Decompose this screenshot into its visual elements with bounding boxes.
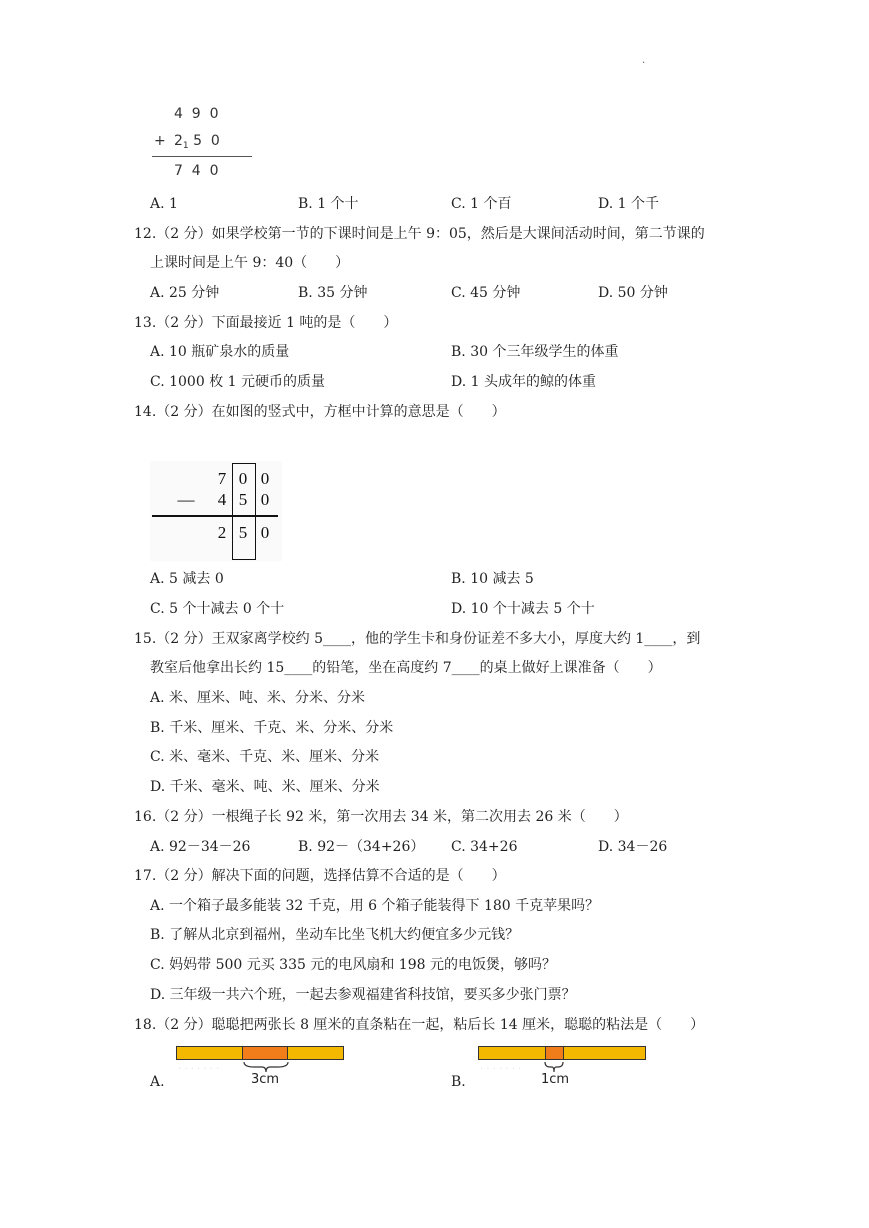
q15-stem-line-1: 15.（2 分）王双家离学校约 5____，他的学生卡和身份证差不多大小，厚度大约 1____，到 [134,631,701,647]
strip-figure-b [478,1046,646,1062]
q14-option-c[interactable]: C. 5 个十减去 0 个十 [150,601,285,617]
q18-option-a[interactable]: A. [150,1074,165,1090]
q17-option-c[interactable]: C. 妈妈带 500 元买 335 元的电风扇和 198 元的电饭煲，够吗？ [150,957,556,973]
q13-option-a[interactable]: A. 10 瓶矿泉水的质量 [150,344,290,360]
strip-figure-a [176,1046,344,1062]
q14-stem: 14.（2 分）在如图的竖式中，方框中计算的意思是（ ） [134,404,506,420]
q12-option-a[interactable]: A. 25 分钟 [150,285,220,301]
q13-option-c[interactable]: C. 1000 枚 1 元硬币的质量 [150,374,325,390]
caption-b: 1cm [541,1072,570,1087]
corner-mark: . [642,55,646,66]
q14-option-d[interactable]: D. 10 个十减去 5 个十 [451,601,595,617]
caption-a: 3cm [251,1072,280,1087]
watermark-a: · · · · · · · [178,1064,220,1075]
strip-b-overlap [545,1046,564,1060]
q16-option-c[interactable]: C. 34+26 [451,839,518,855]
q17-stem: 17.（2 分）解决下面的问题，选择估算不合适的是（ ） [134,868,506,884]
subtraction-figure [150,461,282,561]
q15-stem-line-2: 教室后他拿出长约 15____的铅笔，坐在高度约 7____的桌上做好上课准备（ ） [150,660,662,676]
minuend-ones: 0 [260,469,270,488]
q11-option-a[interactable]: A. 1 [150,196,178,212]
addend-2-hundreds: 2 [174,133,183,149]
addend-1: 4 9 0 [174,106,219,122]
q12-option-b[interactable]: B. 35 分钟 [298,285,368,301]
q17-option-a[interactable]: A. 一个箱子最多能装 32 千克，用 6 个箱子能装得下 180 千克苹果吗？ [150,898,600,914]
q11-option-c[interactable]: C. 1 个百 [451,196,512,212]
subtrahend-hundreds: 4 [217,490,227,509]
q15-option-c[interactable]: C. 米、毫米、千克、米、厘米、分米 [150,749,380,765]
q18-option-b[interactable]: B. [451,1074,466,1090]
carry-mark: 1 [182,141,189,151]
difference-hundreds: 2 [217,523,227,542]
addend-2 [174,133,220,149]
difference-rule [152,515,278,517]
strip-a-overlap [242,1046,288,1060]
q15-option-a[interactable]: A. 米、厘米、吨、米、分米、分米 [150,690,366,706]
subtrahend-ones: 0 [260,490,270,509]
q17-option-d[interactable]: D. 三年级一共六个班，一起去参观福建省科技馆，要买多少张门票？ [150,987,576,1003]
sum-result: 7 4 0 [174,163,219,179]
difference-ones: 0 [260,523,270,542]
q18-stem: 18.（2 分）聪聪把两张长 8 厘米的直条粘在一起，粘后长 14 厘米，聪聪的粘法是（ ） [134,1017,705,1033]
plus-sign: + [154,133,166,149]
watermark-b: · · · · · · · [480,1064,522,1075]
q16-stem: 16.（2 分）一根绳子长 92 米，第一次用去 34 米，第二次用去 26 米（ ） [134,809,628,825]
minuend-hundreds: 7 [217,469,227,488]
q13-option-b[interactable]: B. 30 个三年级学生的体重 [451,344,619,360]
q16-option-b[interactable]: B. 92－（34+26） [298,839,425,855]
q16-option-a[interactable]: A. 92－34－26 [150,839,251,855]
addend-2-rest: 5 0 [193,133,220,149]
q12-stem-line-1: 12.（2 分）如果学校第一节的下课时间是上午 9：05，然后是大课间活动时间，第二节课的 [134,226,705,242]
highlight-box [232,463,256,560]
q12-option-c[interactable]: C. 45 分钟 [451,285,521,301]
sum-rule [152,156,252,157]
q12-stem-line-2: 上课时间是上午 9：40（ ） [150,255,350,271]
minus-sign: — [177,490,195,509]
q15-option-b[interactable]: B. 千米、厘米、千克、米、分米、分米 [150,720,394,736]
q13-stem: 13.（2 分）下面最接近 1 吨的是（ ） [134,315,398,331]
q13-option-d[interactable]: D. 1 头成年的鲸的体重 [451,374,596,390]
q11-option-d[interactable]: D. 1 个千 [598,196,659,212]
q14-option-b[interactable]: B. 10 减去 5 [451,571,534,587]
q15-option-d[interactable]: D. 千米、毫米、吨、米、厘米、分米 [150,779,380,795]
subtrahend-tens: 5 [238,490,248,509]
minuend-tens: 0 [238,469,248,488]
q11-option-b[interactable]: B. 1 个十 [298,196,359,212]
q17-option-b[interactable]: B. 了解从北京到福州，坐动车比坐飞机大约便宜多少元钱？ [150,927,520,943]
difference-tens: 5 [238,523,248,542]
q12-option-d[interactable]: D. 50 分钟 [598,285,668,301]
addition-figure [150,104,260,186]
q16-option-d[interactable]: D. 34－26 [598,839,668,855]
q14-option-a[interactable]: A. 5 减去 0 [150,571,224,587]
